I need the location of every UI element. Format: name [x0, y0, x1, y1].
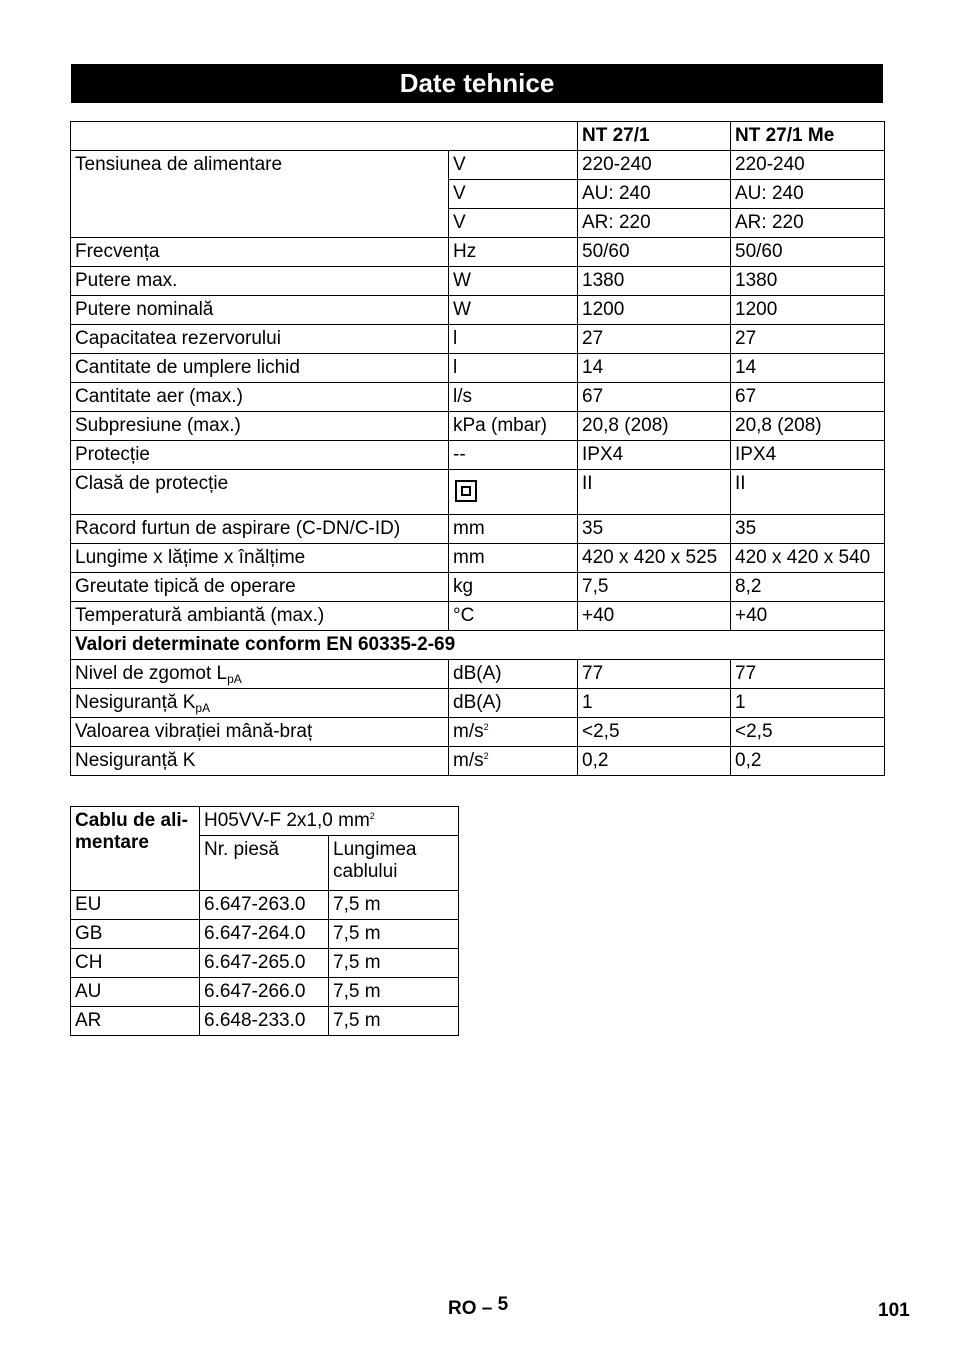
- row-label: Protecție: [71, 441, 449, 470]
- row-unit: °C: [449, 602, 578, 631]
- header-model-nt27-1-me: NT 27/1 Me: [731, 122, 885, 151]
- table-row: [71, 441, 885, 470]
- cable-label: Cablu de ali-mentare: [71, 807, 200, 891]
- vib-uncertainty-unit: m/s: [453, 750, 484, 771]
- row-value-a: II: [578, 470, 731, 515]
- row-value-b: 14: [731, 354, 885, 383]
- row-unit: dB(A): [449, 660, 578, 689]
- row-value-a: 67: [578, 383, 731, 412]
- noise-subscript: pA: [227, 672, 242, 686]
- cable-length: 7,5 m: [329, 978, 459, 1007]
- row-label: Frecvența: [71, 238, 449, 267]
- row-value-b: 1200: [731, 296, 885, 325]
- cable-part: 6.647-264.0: [200, 920, 329, 949]
- row-value-a: 220-240: [578, 151, 731, 180]
- table-row: [71, 354, 885, 383]
- row-value-a: 420 x 420 x 525: [578, 544, 731, 573]
- cable-part: 6.647-266.0: [200, 978, 329, 1007]
- row-value-b: AR: 220: [731, 209, 885, 238]
- row-label: Greutate tipică de operare: [71, 573, 449, 602]
- table-row: [71, 949, 459, 978]
- row-value-a: 1380: [578, 267, 731, 296]
- footer-lang-code: RO: [448, 1298, 477, 1319]
- row-value-b: 0,2: [731, 747, 885, 776]
- row-unit: kg: [449, 573, 578, 602]
- row-label: Nesiguranță K: [71, 747, 449, 776]
- row-value-b: 27: [731, 325, 885, 354]
- vibration-unit-sup: 2: [483, 722, 489, 732]
- row-label: Putere nominală: [71, 296, 449, 325]
- table-row: [71, 383, 885, 412]
- row-value-a: AU: 240: [578, 180, 731, 209]
- row-label: Tensiunea de alimentare: [71, 151, 449, 238]
- cable-spec-text: H05VV-F 2x1,0 mm: [204, 810, 370, 831]
- technical-data-table: [70, 121, 885, 776]
- cable-spec: [200, 807, 459, 836]
- col-length-header: Lungimea cablului: [329, 836, 459, 891]
- row-unit: V: [449, 151, 578, 180]
- row-label: Subpresiune (max.): [71, 412, 449, 441]
- row-value-b: 8,2: [731, 573, 885, 602]
- row-unit: Hz: [449, 238, 578, 267]
- row-value-a: 50/60: [578, 238, 731, 267]
- row-value-a: 20,8 (208): [578, 412, 731, 441]
- table-row: [71, 515, 885, 544]
- protection-class-ii-icon: [455, 480, 477, 502]
- row-label: Racord furtun de aspirare (C-DN/C-ID): [71, 515, 449, 544]
- row-unit: [449, 747, 578, 776]
- cable-spec-sup: 2: [369, 811, 375, 821]
- row-value-b: 420 x 420 x 540: [731, 544, 885, 573]
- cable-region: EU: [71, 891, 200, 920]
- table-row: [71, 470, 885, 515]
- row-unit: kPa (mbar): [449, 412, 578, 441]
- cable-length: 7,5 m: [329, 920, 459, 949]
- footer-section-page: 5: [497, 1294, 509, 1315]
- power-cable-table: [70, 806, 459, 1036]
- table-row: [71, 151, 885, 180]
- row-value-a: 14: [578, 354, 731, 383]
- cable-region: GB: [71, 920, 200, 949]
- row-unit: W: [449, 296, 578, 325]
- table-row: [71, 920, 459, 949]
- cable-region: AU: [71, 978, 200, 1007]
- table-row: [71, 573, 885, 602]
- row-value-b: 67: [731, 383, 885, 412]
- footer-dash: –: [481, 1298, 493, 1319]
- noise-label: Nivel de zgomot L: [75, 663, 228, 684]
- table-row: [71, 891, 459, 920]
- row-value-a: +40: [578, 602, 731, 631]
- row-label: Temperatură ambiantă (max.): [71, 602, 449, 631]
- table-row: [71, 718, 885, 747]
- page-title-text: Date tehnice: [399, 68, 555, 98]
- page-title: [71, 64, 883, 103]
- row-label: Cantitate de umplere lichid: [71, 354, 449, 383]
- table-row: [71, 412, 885, 441]
- row-value-a: 27: [578, 325, 731, 354]
- table-header-row: [71, 122, 885, 151]
- row-value-b: 1380: [731, 267, 885, 296]
- row-value-b: AU: 240: [731, 180, 885, 209]
- table-row: [71, 1007, 459, 1036]
- row-unit: V: [449, 209, 578, 238]
- row-value-a: <2,5: [578, 718, 731, 747]
- vibration-unit: m/s: [453, 721, 484, 742]
- row-label: Clasă de protecție: [71, 470, 449, 515]
- row-unit: l: [449, 325, 578, 354]
- row-unit: mm: [449, 544, 578, 573]
- row-label: [71, 660, 449, 689]
- cable-part: 6.647-263.0: [200, 891, 329, 920]
- row-value-a: 7,5: [578, 573, 731, 602]
- table-row: [71, 807, 459, 836]
- row-unit: l: [449, 354, 578, 383]
- cable-length: 7,5 m: [329, 1007, 459, 1036]
- cable-region: CH: [71, 949, 200, 978]
- row-unit: l/s: [449, 383, 578, 412]
- row-value-b: 1: [731, 689, 885, 718]
- uncertainty-subscript: pA: [195, 701, 211, 715]
- cable-length: 7,5 m: [329, 891, 459, 920]
- row-unit: --: [449, 441, 578, 470]
- row-label: [71, 689, 449, 718]
- row-value-a: 77: [578, 660, 731, 689]
- section-header: Valori determinate conform EN 60335-2-69: [71, 631, 885, 660]
- row-label: Putere max.: [71, 267, 449, 296]
- row-value-a: AR: 220: [578, 209, 731, 238]
- row-label: Lungime x lățime x înălțime: [71, 544, 449, 573]
- cable-part: 6.648-233.0: [200, 1007, 329, 1036]
- uncertainty-label: Nesiguranță K: [75, 692, 196, 713]
- row-value-b: 50/60: [731, 238, 885, 267]
- header-empty-cell: [71, 122, 578, 151]
- row-value-b: 35: [731, 515, 885, 544]
- header-model-nt27-1: NT 27/1: [578, 122, 731, 151]
- row-value-a: IPX4: [578, 441, 731, 470]
- section-header-row: [71, 631, 885, 660]
- row-label: Cantitate aer (max.): [71, 383, 449, 412]
- table-row: [71, 602, 885, 631]
- row-value-a: 0,2: [578, 747, 731, 776]
- table-row: [71, 689, 885, 718]
- page-number: 101: [878, 1300, 910, 1321]
- row-unit: W: [449, 267, 578, 296]
- row-value-b: IPX4: [731, 441, 885, 470]
- row-label: Capacitatea rezervorului: [71, 325, 449, 354]
- table-row: [71, 978, 459, 1007]
- row-value-a: 1200: [578, 296, 731, 325]
- row-unit: V: [449, 180, 578, 209]
- row-value-a: 1: [578, 689, 731, 718]
- row-value-b: +40: [731, 602, 885, 631]
- row-value-b: 220-240: [731, 151, 885, 180]
- table-row: [71, 660, 885, 689]
- row-value-b: 77: [731, 660, 885, 689]
- col-part-header: Nr. piesă: [200, 836, 329, 891]
- row-unit: mm: [449, 515, 578, 544]
- row-value-b: <2,5: [731, 718, 885, 747]
- row-value-b: 20,8 (208): [731, 412, 885, 441]
- table-row: [71, 296, 885, 325]
- row-label: Valoarea vibrației mână-braț: [71, 718, 449, 747]
- table-row: [71, 238, 885, 267]
- table-row: [71, 747, 885, 776]
- footer-language: [448, 1294, 509, 1320]
- table-row: [71, 544, 885, 573]
- table-row: [71, 325, 885, 354]
- row-unit: [449, 718, 578, 747]
- row-value-b: II: [731, 470, 885, 515]
- vib-uncertainty-unit-sup: 2: [483, 751, 489, 761]
- cable-length: 7,5 m: [329, 949, 459, 978]
- row-unit: [449, 470, 578, 515]
- cable-region: AR: [71, 1007, 200, 1036]
- cable-part: 6.647-265.0: [200, 949, 329, 978]
- table-row: [71, 267, 885, 296]
- row-unit: dB(A): [449, 689, 578, 718]
- row-value-a: 35: [578, 515, 731, 544]
